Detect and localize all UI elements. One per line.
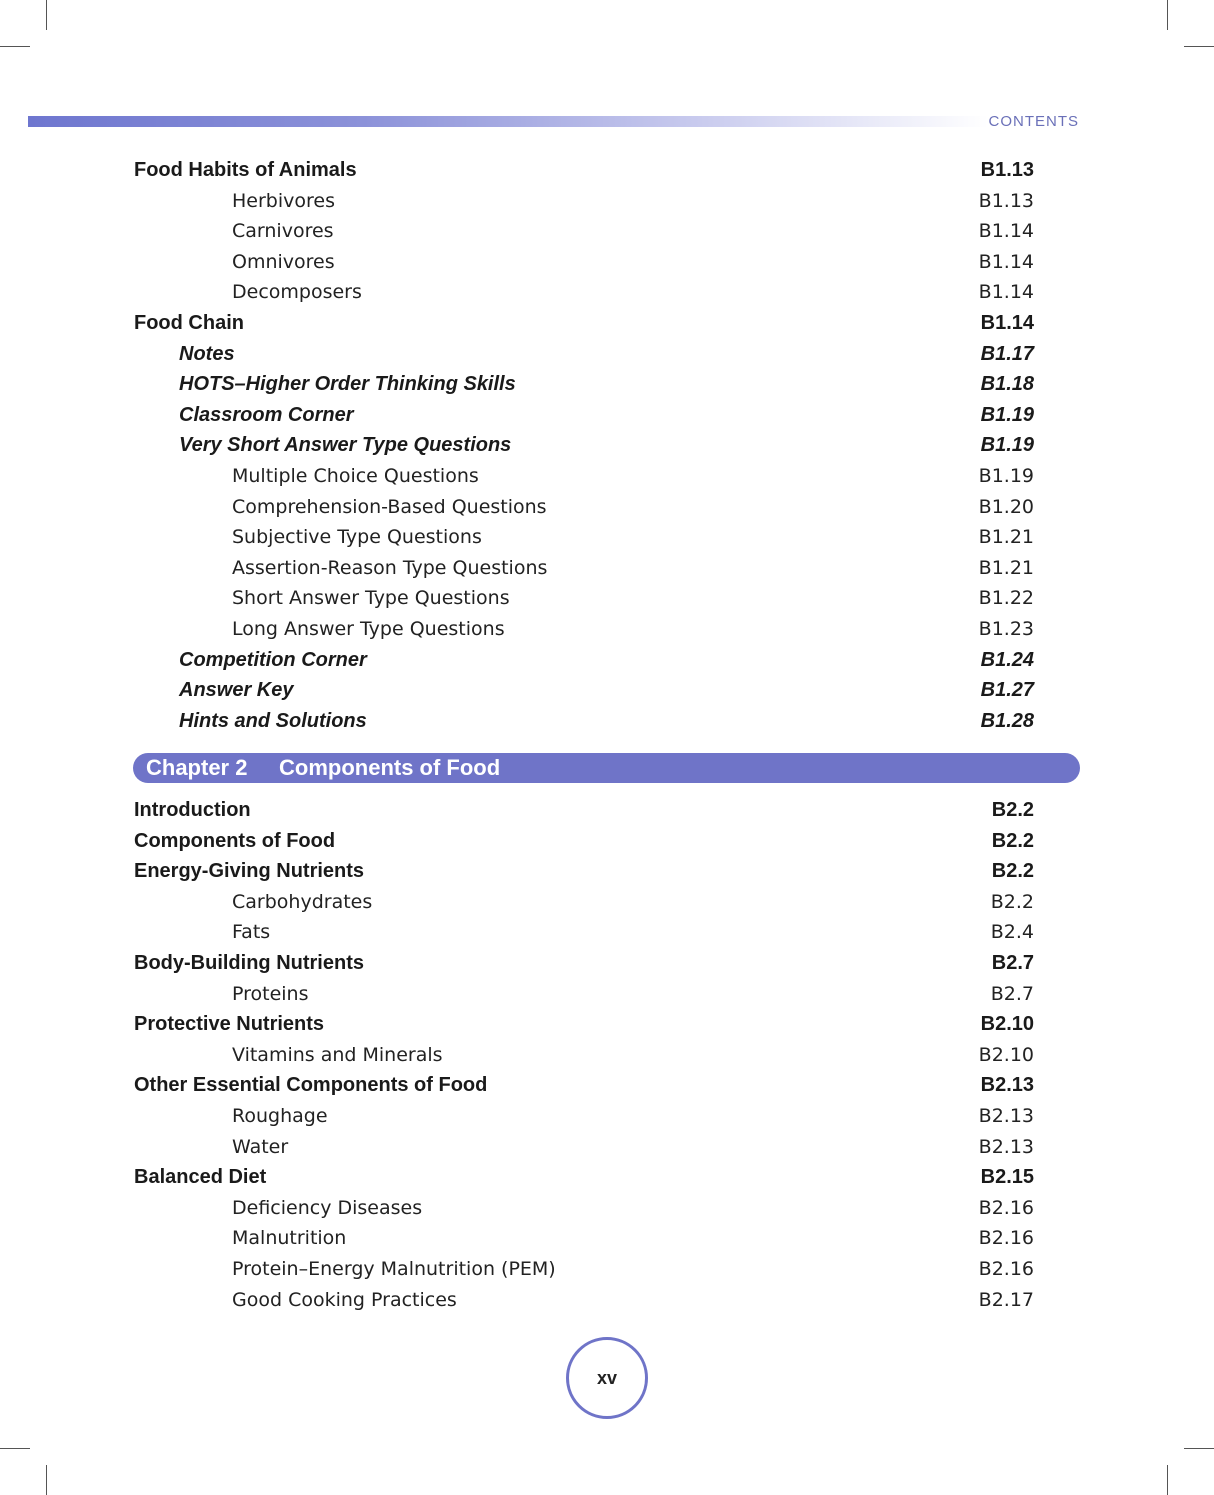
- toc-entry-title: Components of Food: [134, 829, 336, 852]
- toc-entry-page: B2.7: [991, 952, 1034, 974]
- toc-entry-page: B1.19: [978, 465, 1034, 487]
- toc-entry[interactable]: [0, 1285, 1214, 1315]
- toc-entry-title: Comprehension-Based Questions: [232, 495, 547, 518]
- toc-entry-title: Omnivores: [232, 250, 335, 273]
- toc-entry-page: B2.2: [990, 890, 1034, 913]
- toc-entry-title: Water: [232, 1135, 289, 1158]
- toc-entry-page: B1.14: [980, 312, 1034, 334]
- toc-entry[interactable]: [0, 369, 1214, 399]
- toc-entry[interactable]: [0, 887, 1214, 917]
- toc-entry-page: B1.28: [980, 709, 1034, 732]
- toc-entry-page: B1.19: [980, 403, 1034, 426]
- toc-entry-title: Long Answer Type Questions: [232, 618, 505, 640]
- toc-entry-title: Protective Nutrients: [134, 1013, 325, 1036]
- crop-mark: [0, 1448, 30, 1449]
- toc-entry[interactable]: [0, 461, 1214, 491]
- toc-entry-page: B2.13: [980, 1074, 1034, 1097]
- toc-entry[interactable]: [0, 1254, 1214, 1284]
- crop-mark: [1184, 1448, 1214, 1449]
- chapter-number: Chapter 2: [146, 755, 248, 780]
- toc-entry-title: Carnivores: [232, 220, 334, 243]
- toc-entry-page: B2.7: [990, 982, 1034, 1005]
- toc-entry-title: Deficiency Diseases: [232, 1196, 423, 1219]
- toc-entry[interactable]: [0, 675, 1214, 705]
- toc-entry[interactable]: [0, 186, 1214, 216]
- toc-entry-page: B2.16: [978, 1227, 1034, 1250]
- toc-entry[interactable]: [0, 614, 1214, 644]
- toc-entry[interactable]: [0, 795, 1214, 825]
- toc-entry-page: B1.13: [978, 189, 1034, 212]
- toc-entry-title: Decomposers: [232, 281, 362, 304]
- toc-entry-title: Body-Building Nutrients: [134, 952, 364, 974]
- toc-entry-title: Multiple Choice Questions: [232, 465, 479, 487]
- crop-mark: [1167, 0, 1168, 30]
- toc-entry-page: B2.2: [991, 829, 1034, 852]
- toc-entry-title: Food Habits of Animals: [134, 159, 357, 181]
- toc-entry-page: B1.22: [978, 587, 1034, 610]
- crop-mark: [0, 46, 30, 47]
- toc-entry-page: B1.18: [980, 373, 1034, 396]
- toc-entry-page: B2.17: [978, 1288, 1034, 1311]
- toc-entry[interactable]: [0, 155, 1214, 185]
- toc-entry-title: Short Answer Type Questions: [232, 587, 510, 610]
- toc-entry-title: Proteins: [232, 982, 309, 1005]
- toc-entry-page: B1.24: [980, 648, 1034, 671]
- toc-entry-page: B1.17: [980, 342, 1034, 365]
- toc-entry-title: Introduction: [134, 799, 251, 821]
- toc-entry[interactable]: [0, 706, 1214, 736]
- toc-entry-page: B2.16: [978, 1196, 1034, 1219]
- toc-entry-page: B2.2: [991, 799, 1034, 821]
- toc-entry-title: Very Short Answer Type Questions: [179, 434, 512, 457]
- toc-entry-page: B2.10: [978, 1043, 1034, 1066]
- toc-entry[interactable]: [0, 339, 1214, 369]
- toc-entry-title: Carbohydrates: [232, 890, 373, 913]
- toc-entry-title: Subjective Type Questions: [232, 526, 482, 549]
- toc-entry[interactable]: [0, 979, 1214, 1009]
- toc-entry-title: Competition Corner: [179, 648, 367, 671]
- toc-entry[interactable]: [0, 1101, 1214, 1131]
- toc-entry-title: Other Essential Components of Food: [134, 1074, 488, 1097]
- toc-entry-title: Answer Key: [179, 679, 294, 702]
- toc-entry-title: Notes: [179, 342, 235, 365]
- toc-entry-page: B1.14: [978, 220, 1034, 243]
- toc-entry-title: Roughage: [232, 1105, 328, 1127]
- toc-entry-title: Fats: [232, 921, 271, 944]
- toc-entry-title: Energy-Giving Nutrients: [134, 860, 365, 883]
- toc-entry[interactable]: [0, 247, 1214, 277]
- section-label: CONTENTS: [988, 113, 1079, 130]
- toc-entry-page: B1.21: [978, 526, 1034, 549]
- toc-entry-page: B2.16: [978, 1258, 1034, 1280]
- toc-entry-title: Balanced Diet: [134, 1166, 267, 1189]
- toc-entry-title: Assertion-Reason Type Questions: [232, 556, 548, 579]
- toc-entry-title: Herbivores: [232, 189, 335, 212]
- toc-entry-title: Malnutrition: [232, 1227, 347, 1250]
- toc-entry-page: B2.4: [990, 921, 1034, 944]
- toc-entry[interactable]: [0, 492, 1214, 522]
- toc-entry-page: B2.15: [980, 1166, 1034, 1189]
- toc-entry-page: B1.13: [980, 159, 1034, 181]
- toc-entry[interactable]: [0, 826, 1214, 856]
- crop-mark: [1167, 1465, 1168, 1495]
- toc-entry[interactable]: [0, 216, 1214, 246]
- header-gradient-band: [28, 116, 988, 127]
- toc-entry-page: B1.23: [978, 618, 1034, 640]
- toc-entry-page: B1.19: [980, 434, 1034, 457]
- toc-entry[interactable]: [0, 308, 1214, 338]
- toc-entry[interactable]: [0, 1009, 1214, 1039]
- toc-entry[interactable]: [0, 522, 1214, 552]
- toc-entry[interactable]: [0, 430, 1214, 460]
- toc-entry-page: B1.20: [978, 495, 1034, 518]
- toc-entry-page: B1.14: [978, 250, 1034, 273]
- chapter-title: Components of Food: [279, 755, 501, 780]
- toc-entry-page: B1.14: [978, 281, 1034, 304]
- toc-entry[interactable]: [0, 856, 1214, 886]
- toc-entry-title: Vitamins and Minerals: [232, 1043, 443, 1066]
- toc-entry-title: HOTS–Higher Order Thinking Skills: [179, 373, 516, 396]
- toc-entry-page: B2.13: [978, 1105, 1034, 1127]
- toc-entry-page: B1.27: [980, 679, 1034, 702]
- toc-entry[interactable]: [0, 1193, 1214, 1223]
- page-number: xv: [566, 1337, 648, 1419]
- toc-entry-title: Food Chain: [134, 312, 244, 334]
- toc-entry[interactable]: [0, 583, 1214, 613]
- toc-entry-title: Good Cooking Practices: [232, 1288, 457, 1311]
- toc-entry[interactable]: [0, 1070, 1214, 1100]
- toc-entry-page: B1.21: [978, 556, 1034, 579]
- toc-entry[interactable]: [0, 1132, 1214, 1162]
- toc-entry[interactable]: [0, 1040, 1214, 1070]
- toc-entry[interactable]: [0, 400, 1214, 430]
- toc-entry-title: Protein–Energy Malnutrition (PEM): [232, 1258, 556, 1280]
- crop-mark: [46, 0, 47, 30]
- crop-mark: [1184, 46, 1214, 47]
- crop-mark: [46, 1465, 47, 1495]
- toc-entry-page: B2.10: [980, 1013, 1034, 1036]
- toc-entry-page: B2.13: [978, 1135, 1034, 1158]
- toc-entry[interactable]: [0, 277, 1214, 307]
- toc-entry-page: B2.2: [991, 860, 1034, 883]
- toc-entry[interactable]: [0, 917, 1214, 947]
- toc-entry-title: Classroom Corner: [179, 403, 354, 426]
- toc-entry[interactable]: [0, 1162, 1214, 1192]
- toc-entry[interactable]: [0, 948, 1214, 978]
- toc-entry[interactable]: [0, 1223, 1214, 1253]
- chapter-banner: [133, 753, 1080, 783]
- toc-entry[interactable]: [0, 553, 1214, 583]
- toc-entry[interactable]: [0, 645, 1214, 675]
- toc-entry-title: Hints and Solutions: [179, 709, 367, 732]
